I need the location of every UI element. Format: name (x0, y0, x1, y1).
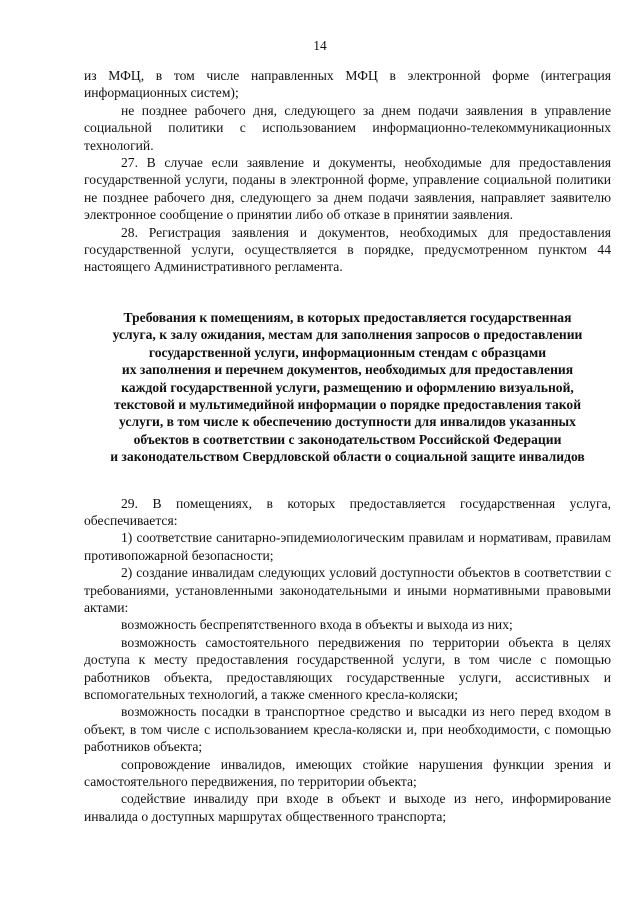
list-item: возможность посадки в транспортное средство и высадки из него перед входом в объект, в том числе с использованием кресла-коляски и, при необходимости, с помощью работников объекта; (84, 704, 611, 755)
heading-line: их заполнения и перечнем документов, необходимых для предоставления (121, 362, 574, 378)
heading-line: услуги, в том числе к обеспечению доступности для инвалидов указанных (119, 414, 576, 430)
paragraph: из МФЦ, в том числе направленных МФЦ в электронной форме (интеграция информационных систем); (84, 68, 611, 101)
list-item: возможность самостоятельного передвижения по территории объекта в целях доступа к месту предоставления государственной услуги, в том числе с помощью работников объекта, предоставляющих государственные услуги, ассистивных и вспомогательных технологий, а также сменного кресла-коляски; (84, 634, 611, 702)
heading-line: текстовой и мультимедийной информации о порядке предоставления такой (113, 396, 582, 412)
paragraph-27: 27. В случае если заявление и документы, необходимые для предоставления государственной услуги, поданы в электронной форме, управление социальной политики не позднее рабочего дня, следующего за днем подачи заявления, направляет заявителю электронное сообщение о принятии либо об отказе в принятии заявления. (84, 155, 611, 223)
list-item: 1) соответствие санитарно-эпидемиологическим правилам и нормативам, правилам противопожарной безопасности; (84, 530, 611, 563)
heading-line: объектов в соответствии с законодательством Российской Федерации (133, 431, 562, 447)
section-heading (84, 309, 611, 466)
list-item: сопровождение инвалидов, имеющих стойкие нарушения функции зрения и самостоятельного передвижения, по территории объекта; (84, 756, 611, 790)
paragraphs-before-heading (84, 67, 611, 276)
heading-line: Требования к помещениям, в которых предоставляется государственная (123, 309, 572, 325)
list-item: возможность беспрепятственного входа в объекты и выхода из них; (121, 617, 513, 633)
heading-line: и законодательством Свердловской области о социальной защите инвалидов (110, 449, 585, 465)
paragraph: не позднее рабочего дня, следующего за днем подачи заявления в управление социальной политики с использованием информационно-телекоммуникационных технологий. (84, 102, 611, 153)
heading-line: услуга, к залу ожидания, местам для заполнения запросов о предоставлении (112, 327, 583, 343)
paragraphs-after-heading (84, 495, 611, 826)
list-item: содействие инвалиду при входе в объект и выходе из него, информирование инвалида о доступных маршрутах общественного транспорта; (84, 791, 611, 824)
document-body (84, 67, 611, 825)
page-number: 14 (313, 38, 327, 53)
list-item: 2) создание инвалидам следующих условий доступности объектов в соответствии с требованиями, установленными законодательными и иными нормативными правовыми актами: (84, 565, 611, 615)
paragraph-29: 29. В помещениях, в которых предоставляется государственная услуга, обеспечивается: (84, 495, 611, 528)
heading-line: государственной услуги, информационным стендам с образцами (148, 344, 547, 360)
paragraph-28: 28. Регистрация заявления и документов, необходимых для предоставления государственной услуги, осуществляется в порядке, предусмотренном пунктом 44 настоящего Административного регламента. (84, 224, 611, 275)
heading-line: каждой государственной услуги, размещению и оформлению визуальной, (121, 379, 574, 395)
